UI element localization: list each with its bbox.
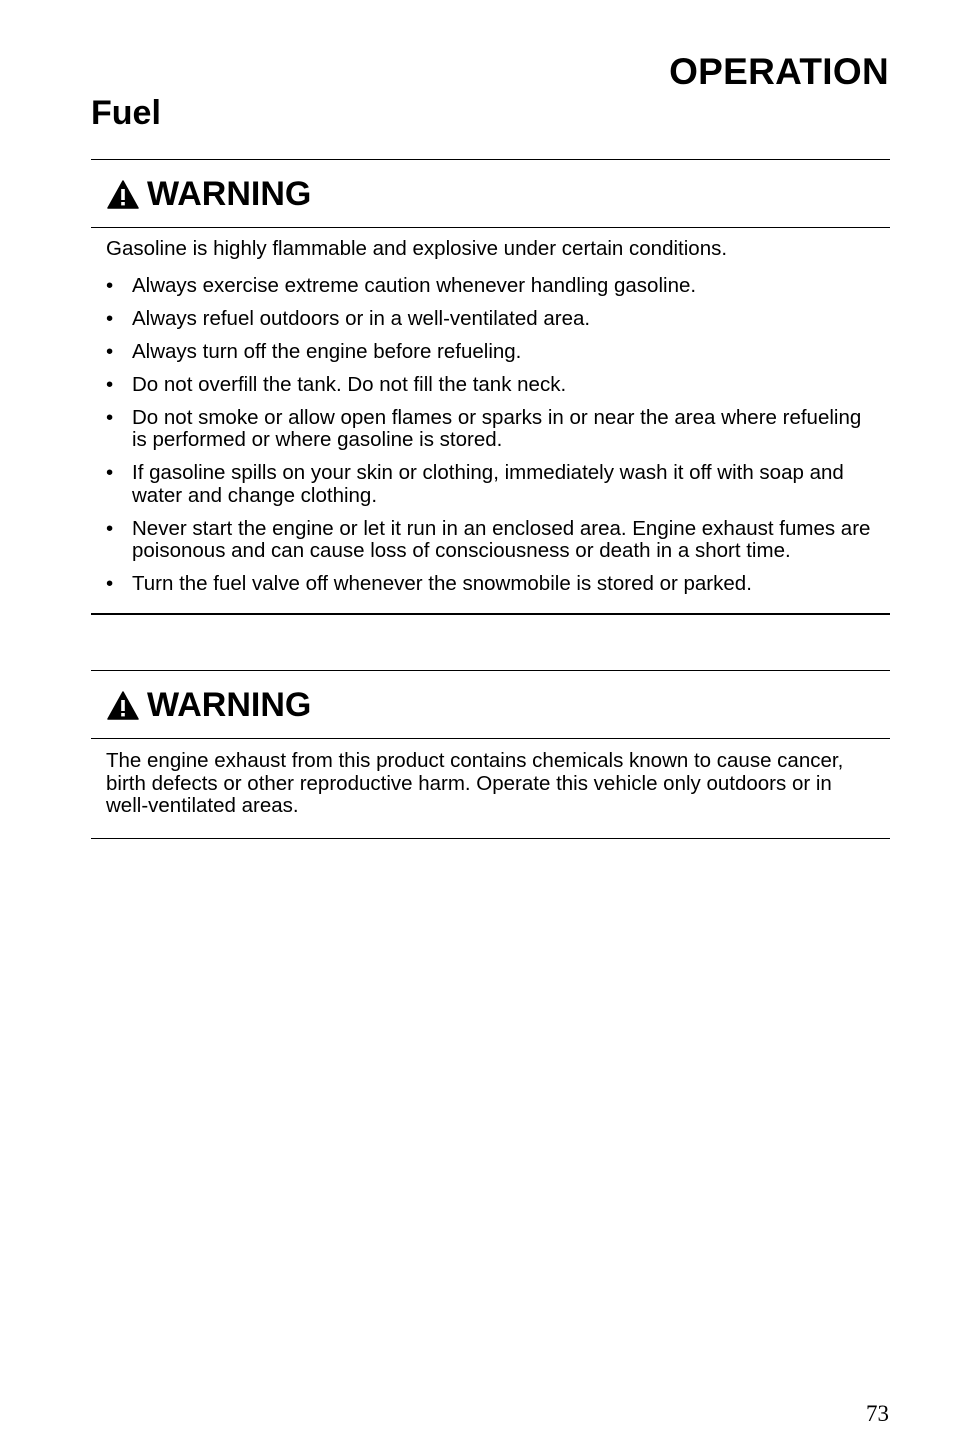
list-item: • Turn the fuel valve off whenever the snowmobile is stored or parked.: [106, 572, 752, 595]
exhaust-warning-box: [91, 670, 890, 839]
list-item: • Never start the engine or let it run in an enclosed area. Engine exhaust fumes are poisonous and can cause loss of consciousness or death in a short time.: [106, 516, 871, 562]
list-item: • If gasoline spills on your skin or clothing, immediately wash it off with soap and water and change clothing.: [106, 461, 844, 507]
warning-header: [91, 160, 890, 228]
list-item: • Always turn off the engine before refueling.: [106, 339, 522, 363]
page-title: Fuel: [91, 94, 161, 132]
warning-body: [91, 228, 890, 613]
list-item: • Always refuel outdoors or in a well-ventilated area.: [106, 306, 591, 330]
warning-title: WARNING: [147, 685, 312, 724]
warning-bullet-list: [106, 275, 878, 596]
section-header: OPERATION: [669, 51, 889, 92]
fuel-warning-box: [91, 159, 890, 615]
warning-title: WARNING: [147, 174, 312, 213]
warning-triangle-icon: [107, 691, 139, 720]
list-item: • Always exercise extreme caution whenever handling gasoline.: [106, 273, 697, 297]
warning-header: [91, 671, 890, 739]
warning-triangle-icon: [107, 180, 139, 209]
list-item: • Do not overfill the tank. Do not fill the tank neck.: [106, 372, 567, 396]
warning-intro: Gasoline is highly flammable and explosive under certain conditions.: [106, 237, 728, 260]
list-item: • Do not smoke or allow open flames or sparks in or near the area where refueling is performed or where gasoline is stored.: [106, 405, 862, 451]
warning-text: The engine exhaust from this product contains chemicals known to cause cancer, birth defects or other reproductive harm. Operate this vehicle only outdoors or in well-ventilated areas.: [106, 749, 844, 817]
warning-body: [91, 739, 890, 838]
page-number: 73: [866, 1401, 889, 1426]
